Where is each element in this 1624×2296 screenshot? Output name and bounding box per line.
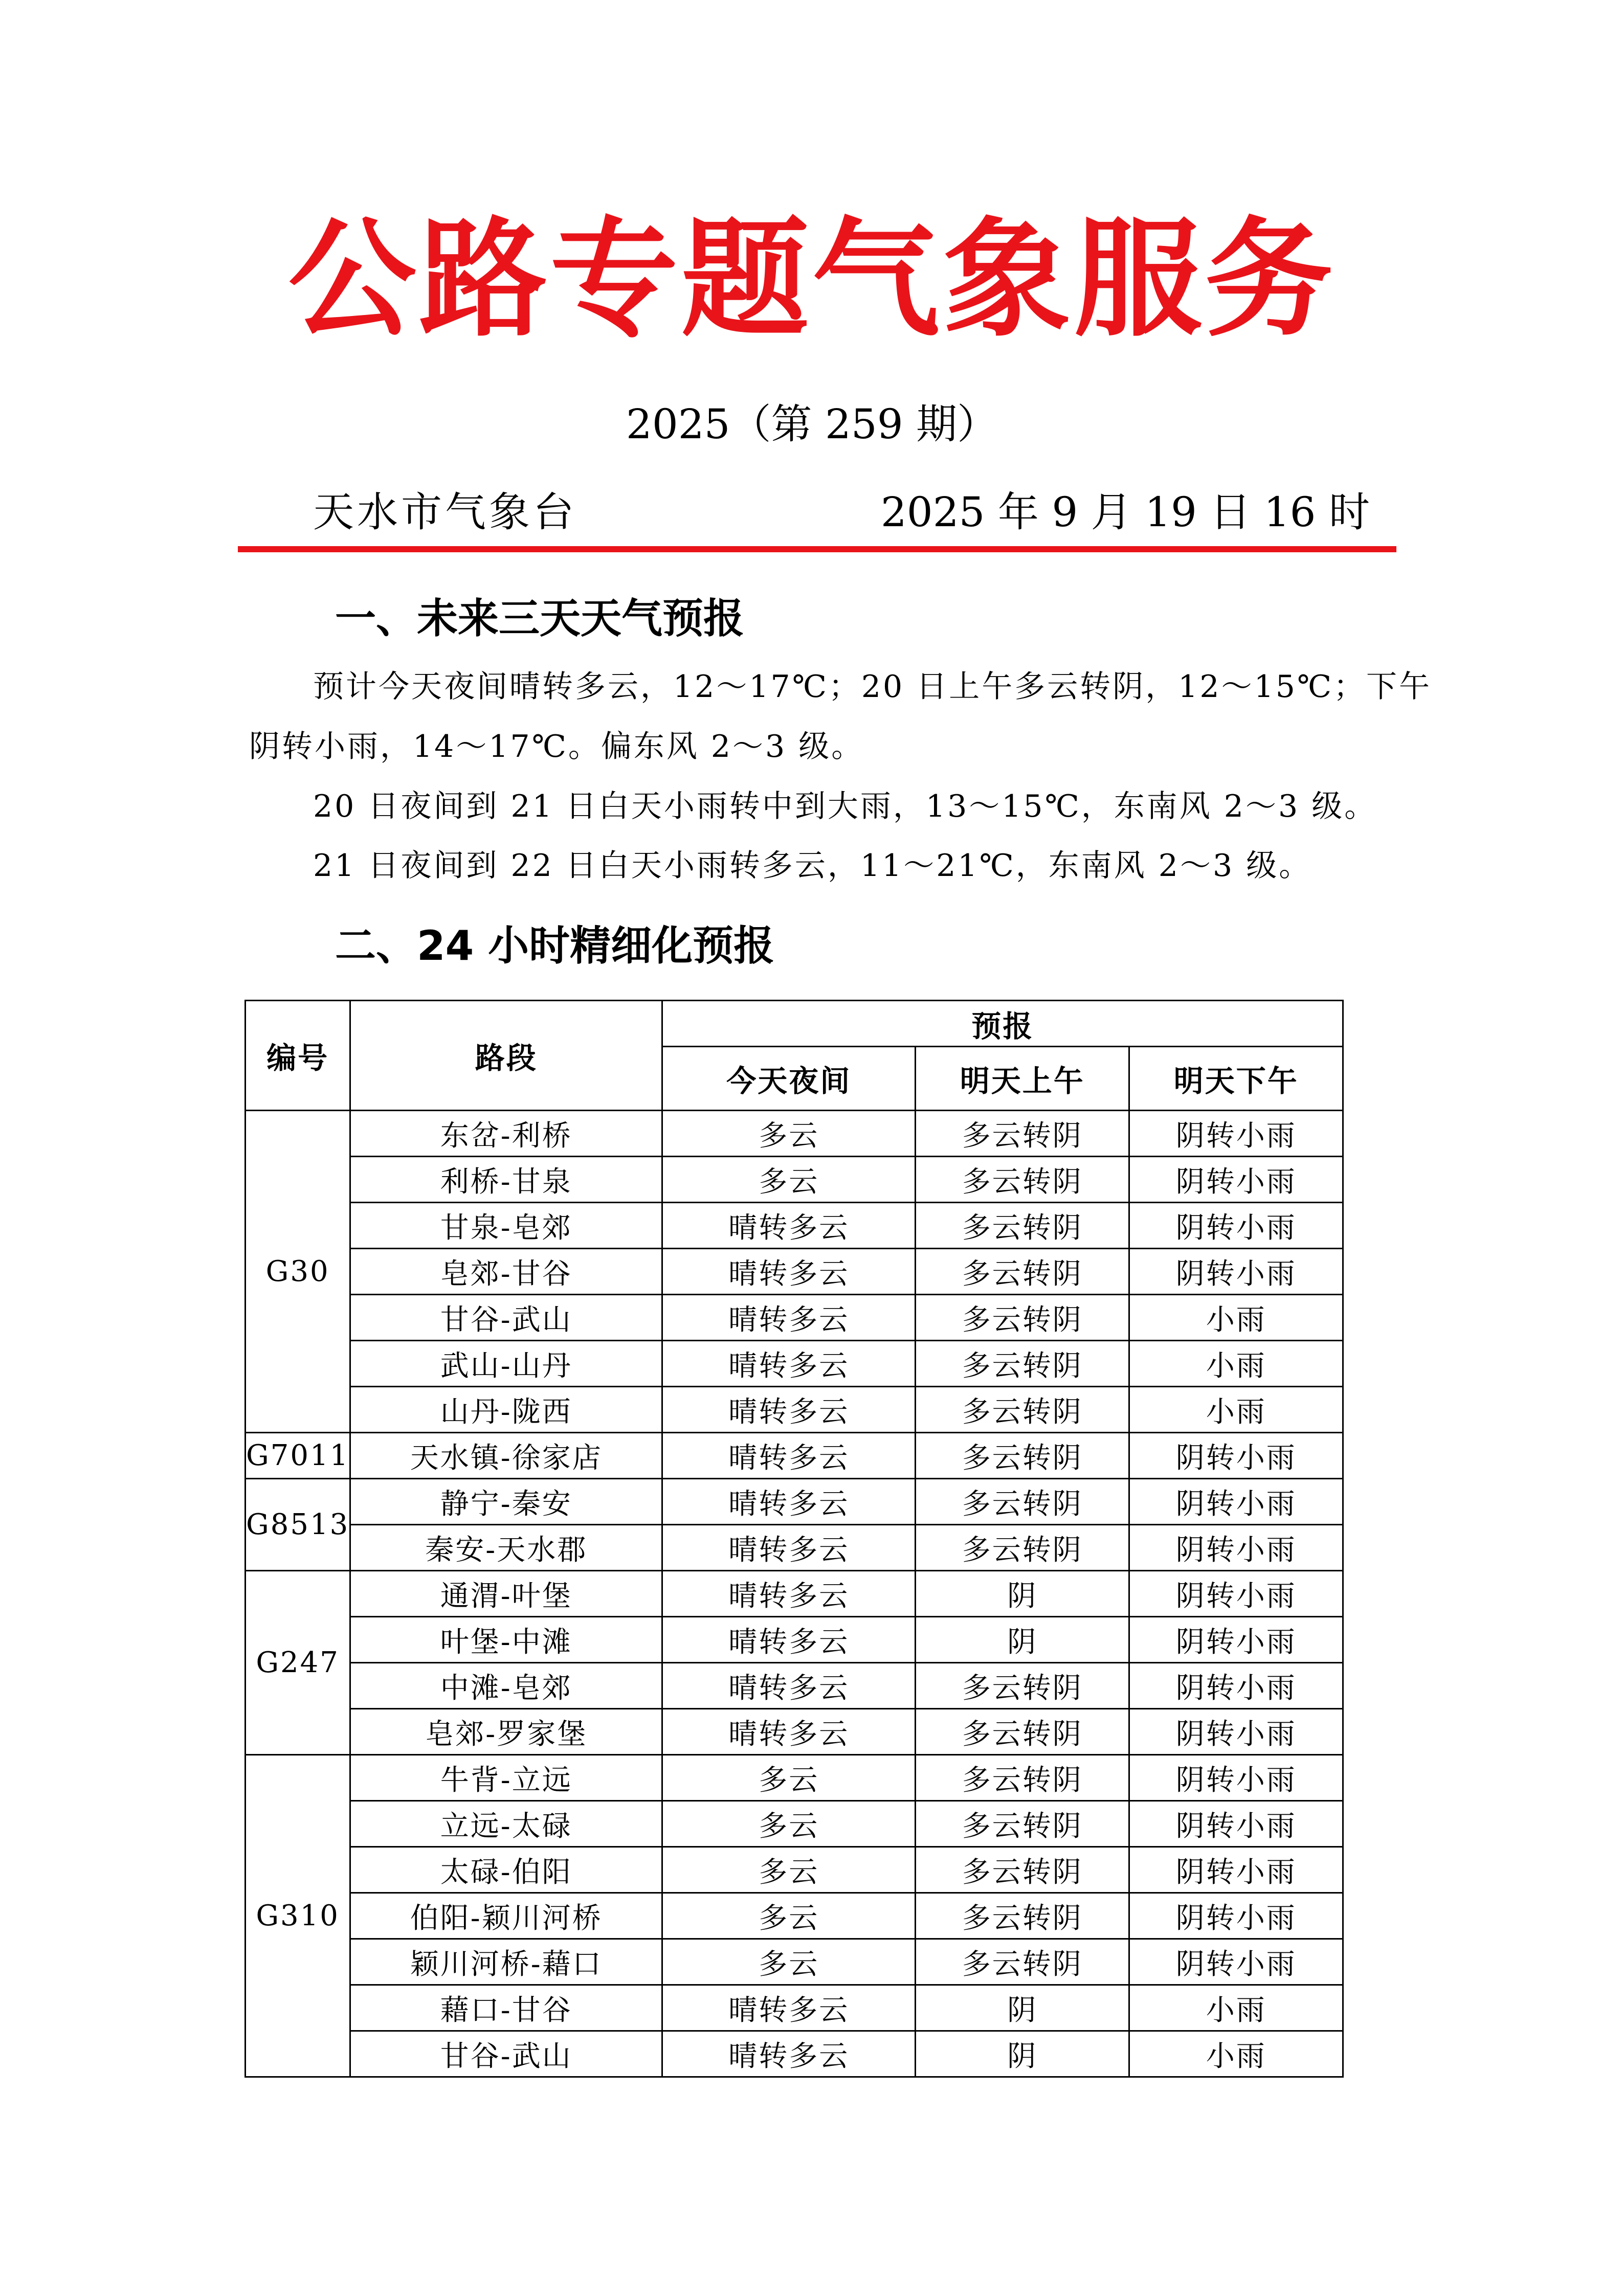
- tonight-cell: 晴转多云: [662, 1341, 916, 1387]
- route-id-cell: G247: [246, 1571, 350, 1755]
- tomorrow-afternoon-cell: 阴转小雨: [1129, 1663, 1343, 1709]
- tomorrow-afternoon-cell: 阴转小雨: [1129, 1157, 1343, 1203]
- tomorrow-morning-cell: 阴: [916, 1985, 1129, 2031]
- table-row: [246, 1709, 1343, 1755]
- tomorrow-morning-cell: 多云转阴: [916, 1939, 1129, 1985]
- issue-number: 2025（第 259 期）: [626, 400, 998, 448]
- route-id-cell: G8513: [246, 1479, 350, 1571]
- tomorrow-afternoon-cell: 小雨: [1129, 1341, 1343, 1387]
- table-row: [246, 1893, 1343, 1939]
- column-header-tomorrow-afternoon: 明天下午: [1129, 1047, 1343, 1111]
- table-row: [246, 1617, 1343, 1663]
- table-row: [246, 1985, 1343, 2031]
- tomorrow-morning-cell: 多云转阴: [916, 1847, 1129, 1893]
- table-row: [246, 2031, 1343, 2077]
- forecast-table: [244, 1000, 1344, 2078]
- tomorrow-morning-cell: 多云转阴: [916, 1203, 1129, 1249]
- tomorrow-morning-cell: 阴: [916, 2031, 1129, 2077]
- segment-cell: 中滩-皂郊: [350, 1663, 662, 1709]
- segment-cell: 天水镇-徐家店: [350, 1433, 662, 1479]
- table-row: [246, 1341, 1343, 1387]
- tonight-cell: 多云: [662, 1939, 916, 1985]
- tonight-cell: 晴转多云: [662, 1203, 916, 1249]
- tomorrow-morning-cell: 多云转阴: [916, 1249, 1129, 1295]
- route-id-cell: G310: [246, 1755, 350, 2077]
- table-row: [246, 1203, 1343, 1249]
- segment-cell: 利桥-甘泉: [350, 1157, 662, 1203]
- segment-cell: 甘泉-皂郊: [350, 1203, 662, 1249]
- tomorrow-afternoon-cell: 小雨: [1129, 1295, 1343, 1341]
- table-row: [246, 1525, 1343, 1571]
- table-row: [246, 1249, 1343, 1295]
- segment-cell: 叶堡-中滩: [350, 1617, 662, 1663]
- table-row: [246, 1295, 1343, 1341]
- tomorrow-afternoon-cell: 阴转小雨: [1129, 1479, 1343, 1525]
- segment-cell: 武山-山丹: [350, 1341, 662, 1387]
- tomorrow-afternoon-cell: 阴转小雨: [1129, 1571, 1343, 1617]
- tonight-cell: 多云: [662, 1801, 916, 1847]
- tomorrow-afternoon-cell: 阴转小雨: [1129, 1847, 1343, 1893]
- tonight-cell: 多云: [662, 1893, 916, 1939]
- forecast-paragraph-1-line-2: 阴转小雨，14～17℃。偏东风 2～3 级。: [249, 729, 864, 764]
- issue-date: 2025 年 9 月 19 日 16 时: [880, 488, 1370, 536]
- tonight-cell: 晴转多云: [662, 1617, 916, 1663]
- table-row: [246, 1755, 1343, 1801]
- tomorrow-morning-cell: 多云转阴: [916, 1893, 1129, 1939]
- forecast-paragraph-1-line-1: 预计今天夜间晴转多云，12～17℃；20 日上午多云转阴，12～15℃；下午: [313, 669, 1432, 705]
- tomorrow-afternoon-cell: 阴转小雨: [1129, 1755, 1343, 1801]
- segment-cell: 太碌-伯阳: [350, 1847, 662, 1893]
- table-row: [246, 1433, 1343, 1479]
- tomorrow-afternoon-cell: 阴转小雨: [1129, 1893, 1343, 1939]
- tonight-cell: 晴转多云: [662, 2031, 916, 2077]
- tomorrow-afternoon-cell: 阴转小雨: [1129, 1111, 1343, 1157]
- route-id-cell: G7011: [246, 1433, 350, 1479]
- segment-cell: 伯阳-颖川河桥: [350, 1893, 662, 1939]
- tomorrow-morning-cell: 阴: [916, 1571, 1129, 1617]
- issuing-organization: 天水市气象台: [313, 488, 577, 536]
- section1-heading: 一、未来三天天气预报: [335, 595, 744, 642]
- segment-cell: 山丹-陇西: [350, 1387, 662, 1433]
- segment-cell: 东岔-利桥: [350, 1111, 662, 1157]
- tomorrow-afternoon-cell: 小雨: [1129, 1985, 1343, 2031]
- table-row: [246, 1801, 1343, 1847]
- table-row: [246, 1939, 1343, 1985]
- tomorrow-afternoon-cell: 阴转小雨: [1129, 1525, 1343, 1571]
- segment-cell: 牛背-立远: [350, 1755, 662, 1801]
- tonight-cell: 晴转多云: [662, 1479, 916, 1525]
- segment-cell: 通渭-叶堡: [350, 1571, 662, 1617]
- tomorrow-afternoon-cell: 阴转小雨: [1129, 1433, 1343, 1479]
- tomorrow-morning-cell: 多云转阴: [916, 1479, 1129, 1525]
- segment-cell: 立远-太碌: [350, 1801, 662, 1847]
- forecast-paragraph-3: 21 日夜间到 22 日白天小雨转多云，11～21℃，东南风 2～3 级。: [313, 848, 1312, 884]
- table-row: [246, 1111, 1343, 1157]
- tonight-cell: 晴转多云: [662, 1433, 916, 1479]
- tonight-cell: 晴转多云: [662, 1295, 916, 1341]
- tomorrow-afternoon-cell: 小雨: [1129, 1387, 1343, 1433]
- route-id-cell: G30: [246, 1111, 350, 1433]
- column-header-segment: 路段: [350, 1001, 662, 1111]
- tonight-cell: 多云: [662, 1847, 916, 1893]
- section2-heading: 二、24 小时精细化预报: [335, 922, 775, 970]
- tomorrow-afternoon-cell: 阴转小雨: [1129, 1801, 1343, 1847]
- tomorrow-morning-cell: 多云转阴: [916, 1387, 1129, 1433]
- column-header-tonight: 今天夜间: [662, 1047, 916, 1111]
- tonight-cell: 晴转多云: [662, 1985, 916, 2031]
- tomorrow-morning-cell: 多云转阴: [916, 1295, 1129, 1341]
- tonight-cell: 晴转多云: [662, 1249, 916, 1295]
- tonight-cell: 晴转多云: [662, 1663, 916, 1709]
- column-header-forecast: 预报: [662, 1001, 1343, 1047]
- tonight-cell: 晴转多云: [662, 1571, 916, 1617]
- tomorrow-afternoon-cell: 阴转小雨: [1129, 1939, 1343, 1985]
- tonight-cell: 晴转多云: [662, 1525, 916, 1571]
- tomorrow-morning-cell: 多云转阴: [916, 1157, 1129, 1203]
- table-row: [246, 1663, 1343, 1709]
- table-row: [246, 1387, 1343, 1433]
- column-header-tomorrow-morning: 明天上午: [916, 1047, 1129, 1111]
- tomorrow-afternoon-cell: 小雨: [1129, 2031, 1343, 2077]
- tonight-cell: 晴转多云: [662, 1709, 916, 1755]
- tomorrow-morning-cell: 多云转阴: [916, 1111, 1129, 1157]
- segment-cell: 皂郊-罗家堡: [350, 1709, 662, 1755]
- tonight-cell: 多云: [662, 1111, 916, 1157]
- segment-cell: 甘谷-武山: [350, 2031, 662, 2077]
- tonight-cell: 晴转多云: [662, 1387, 916, 1433]
- tomorrow-morning-cell: 多云转阴: [916, 1663, 1129, 1709]
- table-row: [246, 1157, 1343, 1203]
- tonight-cell: 多云: [662, 1157, 916, 1203]
- tomorrow-morning-cell: 多云转阴: [916, 1341, 1129, 1387]
- tomorrow-morning-cell: 多云转阴: [916, 1709, 1129, 1755]
- tomorrow-morning-cell: 阴: [916, 1617, 1129, 1663]
- tonight-cell: 多云: [662, 1755, 916, 1801]
- document-title: 公路专题气象服务: [288, 204, 1336, 354]
- tomorrow-afternoon-cell: 阴转小雨: [1129, 1203, 1343, 1249]
- table-row: [246, 1571, 1343, 1617]
- segment-cell: 颖川河桥-藉口: [350, 1939, 662, 1985]
- tomorrow-morning-cell: 多云转阴: [916, 1433, 1129, 1479]
- tomorrow-afternoon-cell: 阴转小雨: [1129, 1617, 1343, 1663]
- table-row: [246, 1479, 1343, 1525]
- tomorrow-afternoon-cell: 阴转小雨: [1129, 1709, 1343, 1755]
- forecast-table-body: [246, 1111, 1343, 2077]
- segment-cell: 藉口-甘谷: [350, 1985, 662, 2031]
- segment-cell: 皂郊-甘谷: [350, 1249, 662, 1295]
- tomorrow-afternoon-cell: 阴转小雨: [1129, 1249, 1343, 1295]
- tomorrow-morning-cell: 多云转阴: [916, 1525, 1129, 1571]
- tomorrow-morning-cell: 多云转阴: [916, 1801, 1129, 1847]
- segment-cell: 秦安-天水郡: [350, 1525, 662, 1571]
- header-divider: [238, 546, 1396, 552]
- tomorrow-morning-cell: 多云转阴: [916, 1755, 1129, 1801]
- table-row: [246, 1847, 1343, 1893]
- column-header-id: 编号: [246, 1001, 350, 1111]
- forecast-paragraph-2: 20 日夜间到 21 日白天小雨转中到大雨，13～15℃，东南风 2～3 级。: [313, 789, 1377, 824]
- segment-cell: 静宁-秦安: [350, 1479, 662, 1525]
- segment-cell: 甘谷-武山: [350, 1295, 662, 1341]
